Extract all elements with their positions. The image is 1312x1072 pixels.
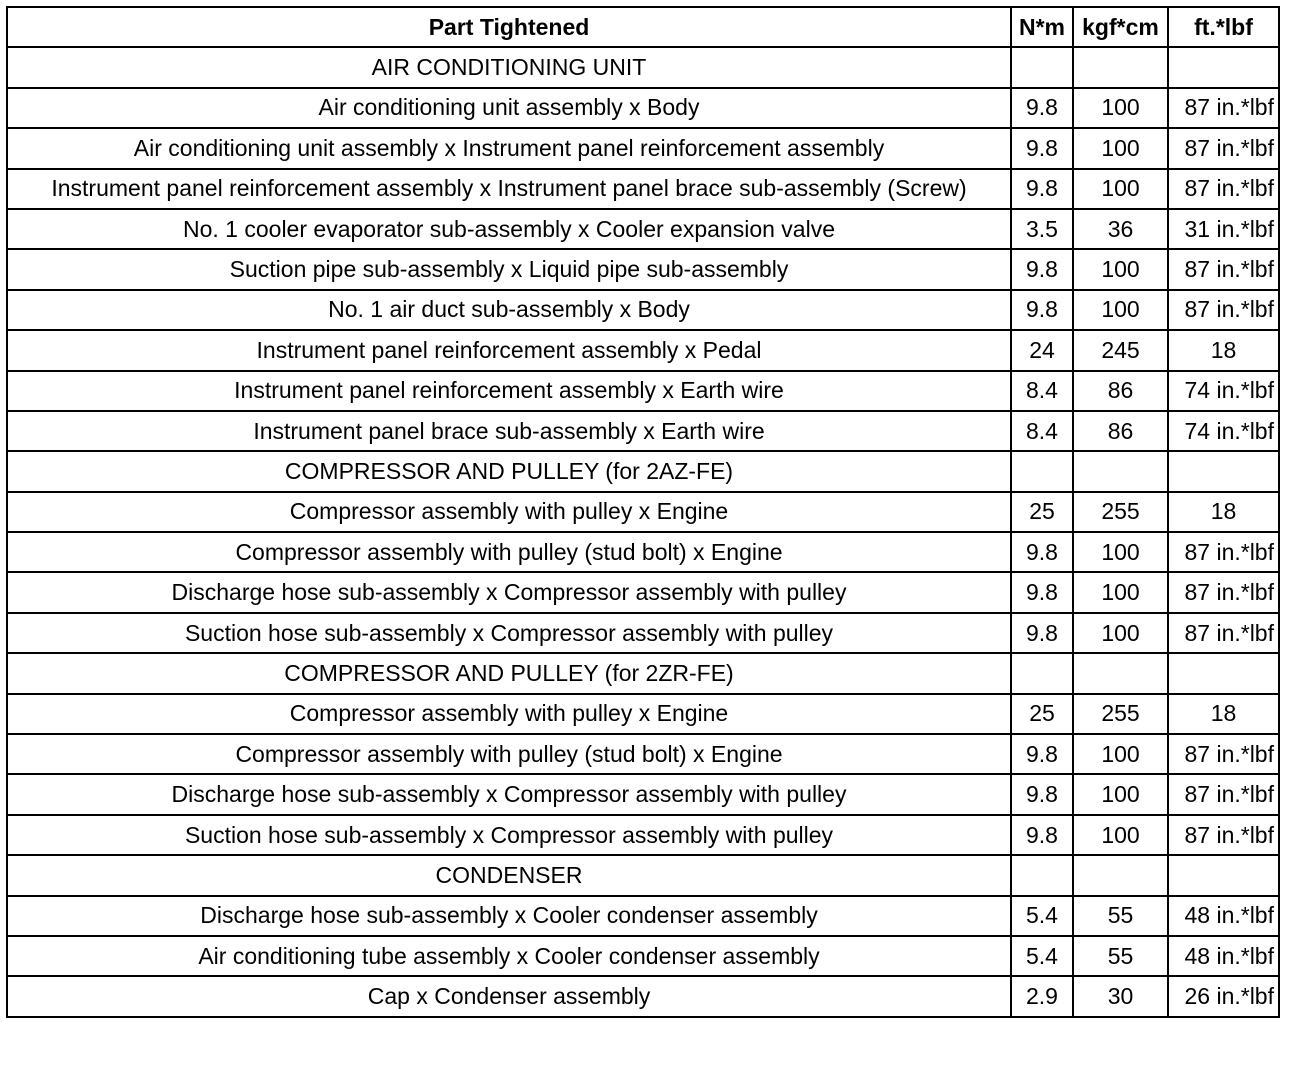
nm-cell: 9.8 xyxy=(1011,532,1073,572)
kgf-cm-cell: 245 xyxy=(1073,330,1168,370)
table-body xyxy=(7,47,1279,1016)
ft-lbf-cell: 26 in.*lbf xyxy=(1168,976,1279,1016)
kgf-cm-cell: 100 xyxy=(1073,572,1168,612)
ft-lbf-cell xyxy=(1168,451,1279,491)
header-nm: N*m xyxy=(1011,7,1073,47)
table-row xyxy=(7,169,1279,209)
part-cell: Compressor assembly with pulley (stud bolt) x Engine xyxy=(7,532,1011,572)
nm-cell xyxy=(1011,451,1073,491)
nm-cell: 9.8 xyxy=(1011,774,1073,814)
section-row xyxy=(7,47,1279,87)
table-row xyxy=(7,411,1279,451)
part-cell: Suction hose sub-assembly x Compressor assembly with pulley xyxy=(7,613,1011,653)
table-row xyxy=(7,532,1279,572)
nm-cell: 2.9 xyxy=(1011,976,1073,1016)
ft-lbf-cell: 87 in.*lbf xyxy=(1168,532,1279,572)
part-cell: Suction pipe sub-assembly x Liquid pipe sub-assembly xyxy=(7,249,1011,289)
nm-cell: 25 xyxy=(1011,694,1073,734)
ft-lbf-cell: 87 in.*lbf xyxy=(1168,249,1279,289)
part-cell: Discharge hose sub-assembly x Compressor assembly with pulley xyxy=(7,774,1011,814)
header-kgf-cm: kgf*cm xyxy=(1073,7,1168,47)
header-row xyxy=(7,7,1279,47)
kgf-cm-cell: 100 xyxy=(1073,249,1168,289)
kgf-cm-cell: 100 xyxy=(1073,88,1168,128)
section-title: AIR CONDITIONING UNIT xyxy=(7,47,1011,87)
table-row xyxy=(7,774,1279,814)
ft-lbf-cell xyxy=(1168,653,1279,693)
torque-spec-table xyxy=(6,6,1280,1018)
nm-cell: 5.4 xyxy=(1011,936,1073,976)
nm-cell xyxy=(1011,47,1073,87)
nm-cell: 9.8 xyxy=(1011,88,1073,128)
table-row xyxy=(7,815,1279,855)
part-cell: Instrument panel reinforcement assembly x Instrument panel brace sub-assembly (Screw) xyxy=(7,169,1011,209)
section-row xyxy=(7,855,1279,895)
table-row xyxy=(7,290,1279,330)
nm-cell: 9.8 xyxy=(1011,128,1073,168)
part-cell: Compressor assembly with pulley x Engine xyxy=(7,492,1011,532)
ft-lbf-cell: 87 in.*lbf xyxy=(1168,290,1279,330)
kgf-cm-cell: 255 xyxy=(1073,694,1168,734)
kgf-cm-cell xyxy=(1073,451,1168,491)
nm-cell xyxy=(1011,653,1073,693)
table-row xyxy=(7,330,1279,370)
ft-lbf-cell: 74 in.*lbf xyxy=(1168,371,1279,411)
table-row xyxy=(7,88,1279,128)
nm-cell: 25 xyxy=(1011,492,1073,532)
kgf-cm-cell: 100 xyxy=(1073,774,1168,814)
section-row xyxy=(7,451,1279,491)
part-cell: Air conditioning unit assembly x Body xyxy=(7,88,1011,128)
ft-lbf-cell: 74 in.*lbf xyxy=(1168,411,1279,451)
ft-lbf-cell: 87 in.*lbf xyxy=(1168,169,1279,209)
table-row xyxy=(7,976,1279,1016)
kgf-cm-cell: 100 xyxy=(1073,169,1168,209)
kgf-cm-cell: 100 xyxy=(1073,128,1168,168)
kgf-cm-cell xyxy=(1073,47,1168,87)
table-row xyxy=(7,694,1279,734)
section-title: COMPRESSOR AND PULLEY (for 2AZ-FE) xyxy=(7,451,1011,491)
ft-lbf-cell: 87 in.*lbf xyxy=(1168,572,1279,612)
nm-cell: 3.5 xyxy=(1011,209,1073,249)
nm-cell: 9.8 xyxy=(1011,249,1073,289)
table-row xyxy=(7,492,1279,532)
nm-cell: 5.4 xyxy=(1011,896,1073,936)
kgf-cm-cell: 86 xyxy=(1073,411,1168,451)
nm-cell: 8.4 xyxy=(1011,371,1073,411)
kgf-cm-cell: 100 xyxy=(1073,613,1168,653)
ft-lbf-cell: 87 in.*lbf xyxy=(1168,815,1279,855)
part-cell: Instrument panel reinforcement assembly x Earth wire xyxy=(7,371,1011,411)
kgf-cm-cell: 100 xyxy=(1073,532,1168,572)
header-ft-lbf: ft.*lbf xyxy=(1168,7,1279,47)
ft-lbf-cell: 48 in.*lbf xyxy=(1168,936,1279,976)
ft-lbf-cell: 48 in.*lbf xyxy=(1168,896,1279,936)
nm-cell: 9.8 xyxy=(1011,572,1073,612)
kgf-cm-cell: 30 xyxy=(1073,976,1168,1016)
part-cell: Compressor assembly with pulley x Engine xyxy=(7,694,1011,734)
ft-lbf-cell: 87 in.*lbf xyxy=(1168,88,1279,128)
nm-cell: 9.8 xyxy=(1011,290,1073,330)
table-row xyxy=(7,249,1279,289)
table-row xyxy=(7,371,1279,411)
kgf-cm-cell: 86 xyxy=(1073,371,1168,411)
kgf-cm-cell xyxy=(1073,855,1168,895)
kgf-cm-cell: 255 xyxy=(1073,492,1168,532)
kgf-cm-cell: 55 xyxy=(1073,936,1168,976)
kgf-cm-cell: 55 xyxy=(1073,896,1168,936)
table-row xyxy=(7,613,1279,653)
table-row xyxy=(7,209,1279,249)
nm-cell: 24 xyxy=(1011,330,1073,370)
kgf-cm-cell xyxy=(1073,653,1168,693)
kgf-cm-cell: 36 xyxy=(1073,209,1168,249)
ft-lbf-cell xyxy=(1168,47,1279,87)
nm-cell xyxy=(1011,855,1073,895)
table-row xyxy=(7,734,1279,774)
part-cell: Discharge hose sub-assembly x Compressor assembly with pulley xyxy=(7,572,1011,612)
table-row xyxy=(7,936,1279,976)
ft-lbf-cell: 87 in.*lbf xyxy=(1168,613,1279,653)
ft-lbf-cell: 87 in.*lbf xyxy=(1168,128,1279,168)
part-cell: Discharge hose sub-assembly x Cooler condenser assembly xyxy=(7,896,1011,936)
section-row xyxy=(7,653,1279,693)
part-cell: Cap x Condenser assembly xyxy=(7,976,1011,1016)
part-cell: Air conditioning unit assembly x Instrument panel reinforcement assembly xyxy=(7,128,1011,168)
kgf-cm-cell: 100 xyxy=(1073,290,1168,330)
table-row xyxy=(7,896,1279,936)
nm-cell: 9.8 xyxy=(1011,169,1073,209)
nm-cell: 9.8 xyxy=(1011,734,1073,774)
part-cell: Instrument panel reinforcement assembly x Pedal xyxy=(7,330,1011,370)
ft-lbf-cell: 18 xyxy=(1168,492,1279,532)
part-cell: No. 1 air duct sub-assembly x Body xyxy=(7,290,1011,330)
table-row xyxy=(7,572,1279,612)
ft-lbf-cell xyxy=(1168,855,1279,895)
part-cell: Instrument panel brace sub-assembly x Earth wire xyxy=(7,411,1011,451)
ft-lbf-cell: 18 xyxy=(1168,694,1279,734)
ft-lbf-cell: 31 in.*lbf xyxy=(1168,209,1279,249)
nm-cell: 8.4 xyxy=(1011,411,1073,451)
part-cell: Air conditioning tube assembly x Cooler condenser assembly xyxy=(7,936,1011,976)
kgf-cm-cell: 100 xyxy=(1073,734,1168,774)
nm-cell: 9.8 xyxy=(1011,815,1073,855)
part-cell: Compressor assembly with pulley (stud bolt) x Engine xyxy=(7,734,1011,774)
ft-lbf-cell: 18 xyxy=(1168,330,1279,370)
ft-lbf-cell: 87 in.*lbf xyxy=(1168,774,1279,814)
part-cell: No. 1 cooler evaporator sub-assembly x Cooler expansion valve xyxy=(7,209,1011,249)
part-cell: Suction hose sub-assembly x Compressor assembly with pulley xyxy=(7,815,1011,855)
table-row xyxy=(7,128,1279,168)
section-title: COMPRESSOR AND PULLEY (for 2ZR-FE) xyxy=(7,653,1011,693)
nm-cell: 9.8 xyxy=(1011,613,1073,653)
ft-lbf-cell: 87 in.*lbf xyxy=(1168,734,1279,774)
section-title: CONDENSER xyxy=(7,855,1011,895)
header-part-tightened: Part Tightened xyxy=(7,7,1011,47)
kgf-cm-cell: 100 xyxy=(1073,815,1168,855)
